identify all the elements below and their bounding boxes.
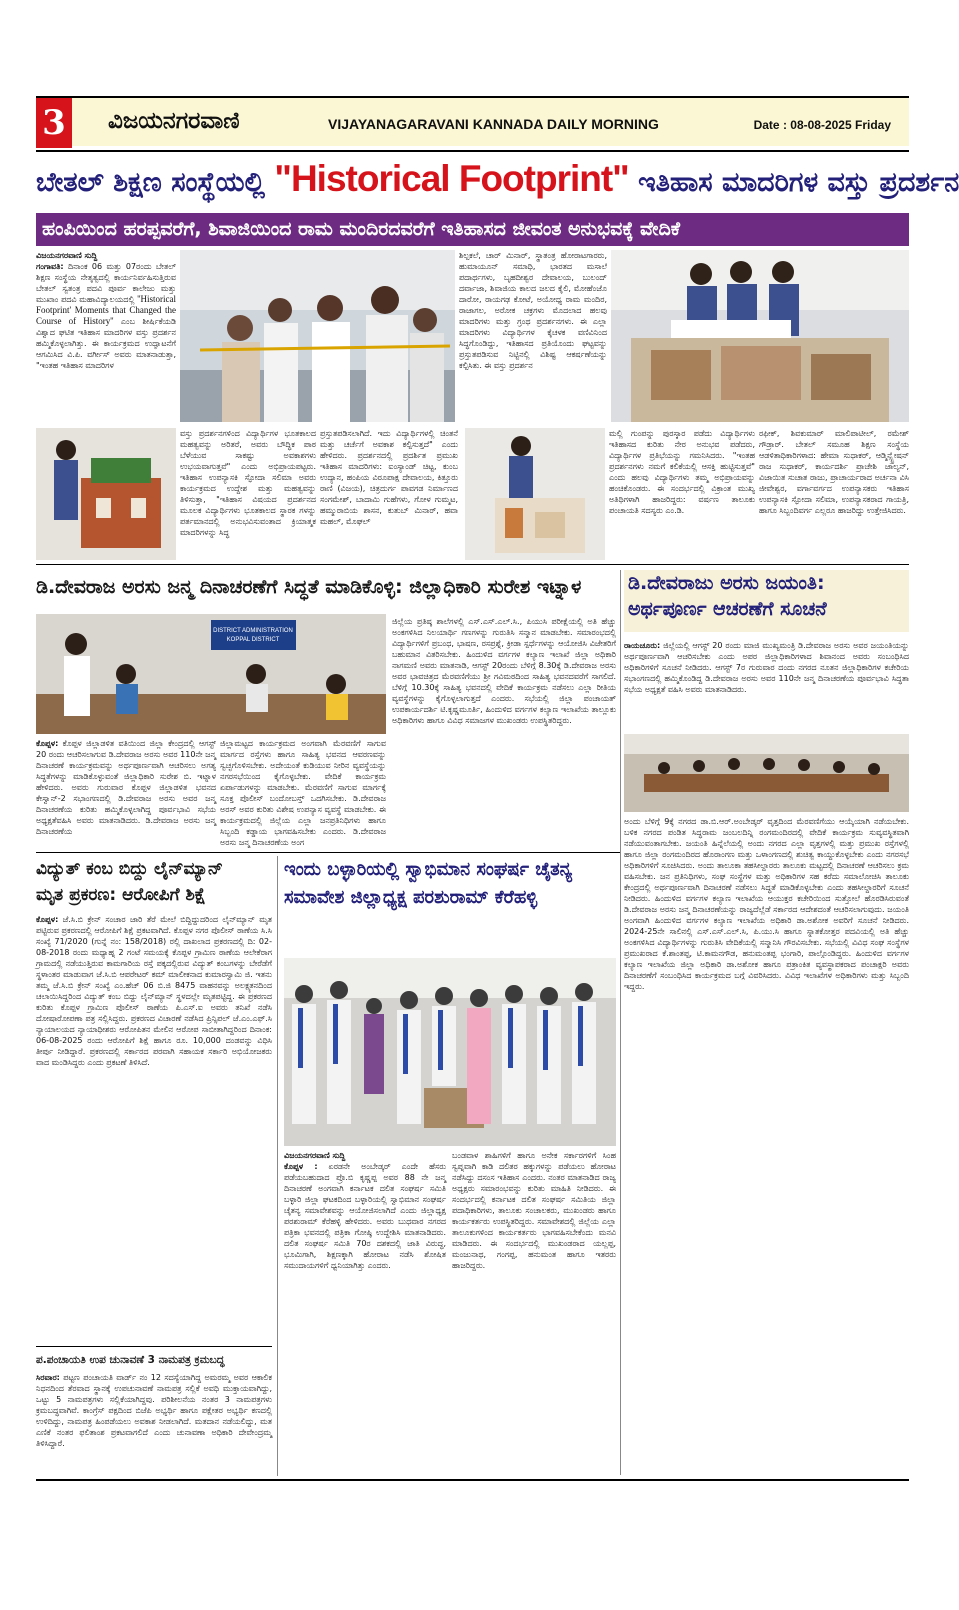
section-divider	[36, 564, 909, 565]
lead-story-col-6: ರಫೀಕ್, ಶಿವಕುಮಾರ್ ಮಾಲಿಪಾಟೀಲ್, ರಮೇಶ್ ಗೌಡ್ರಾರ್. ಬೇತಲ್ ಸಮೂಹ ಶಿಕ್ಷಣ ಸಂಸ್ಥೆಯ ಆಡಳಿತಾಧಿಕಾರಿಗಳಾದ: ಹೇಮಾ ಸುಧಾಕರ್, ಆಡ್ಮಿನ್ಸ್ಟ್ರೇಷನ್ ರಾಜ ಸುಧಾಕರ್, ಕಾರ್ಯದರ್ಶಿ ಪ್ರಾಚೇಶಿ ಜಾಲ್ಯನ್, ವಿಜಾಯಿತ ಸುಚಾತ ರಾಜು, ಪ್ರಾಚಾರ್ಯರಾದ ಅರ್ಚನಾ ವಿಸಿ ಜೀವೇಶ್ವರ, ವರ್ಗಾವರ್ಗದ ಉಪನ್ಯಾಸಕರು ಇತಿಹಾಸ ಉಪನ್ಯಾಸಕಿ ಸ್ಫೋದಾ ಸಲಿಮಾ, ಉಪನ್ಯಾಸಕರಾದ ಗಾಯತ್ರಿ, ಹಾಗೂ ಸಿಬ್ಬಂದಿವರ್ಗ ಎಲ್ಲರೂ ಹಾಜರಿದ್ದು ಉತ್ತೇಜಿಸಿದರು.	[759, 429, 909, 515]
lead-headline-english: "Historical Footprint"	[274, 158, 629, 199]
exhibition-photo-students	[611, 250, 909, 422]
lead-place: ಗಂಗಾವತಿ:	[36, 262, 64, 271]
devaraj-jayanti-place: ರಾಯಚೂರು:	[624, 641, 661, 650]
lead-story-col-4: ಶಿಲ್ಪಕಲೆ, ಚಾರ್ ಮಿನಾರ್, ಸ್ಥಾತಂತ್ರ ಹೋರಾಟಗಾರರು, ಹುಮಾಯೂನ್ ಸಮಾಧಿ, ಭಾರತದ ಮಸಾಲೆ ಪದಾರ್ಥಗಳು, ಬೃಹದೀಶ್ವರ ದೇವಾಲಯ, ಬುಲಂದ್ ದರ್ವಾಜಾ, ಶಿವಾಜಿಯ ಕಾಲದ ಜಲದ ಕೈಲಿ, ಮೋಹೆಂಜೊ ದಾರೋ, ರಾಯಗಢ ಕೋಟೆ, ಅಯೋಧ್ಯ ರಾಮ ಮಂದಿರ, ರಾಜಾಗಲ, ಅರೋಕ ಚಕ್ರಗಳು ಮೊದಲಾದ ಹಲವು ಮಾದರಿಗಳು ಮತ್ತು ಗ್ರಂಥ ಪ್ರದರ್ಶನಗಳು. ಈ ಎಲ್ಲಾ ಮಾದರಿಗಳು ವಿದ್ಯಾರ್ಥಿಗಳ ಕೈಚಳಕ ವಣಿವಿನಿಂದ ಸಿದ್ಧಗೊಂಡಿದ್ದು, ಇತಿಹಾಸದ ಪ್ರತಿಯೊಂದು ಘಟ್ಟವನ್ನು ಪ್ರಸ್ತುತಪಡಿಸುವ ನಿಟ್ಟಿನಲ್ಲಿ ವಿಶಿಷ್ಟ ಆಕರ್ಷಣೆಯನ್ನು ಕಲ್ಪಿಸಿತು. ಈ ವಸ್ತು ಪ್ರದರ್ಶನ	[459, 251, 607, 370]
devaraj-jayanti-text1: ಜಿಲ್ಲೆಯಲ್ಲಿ ಆಗಸ್ಟ್ 20 ರಂದು ಮಾಜಿ ಮುಖ್ಯಮಂತ್ರಿ ಡಿ.ದೇವರಾಜ ಅರಸು ಅವರ ಜಯಂತಿಯನ್ನು ಅರ್ಥಪೂರ್ಣವಾಗಿ ಆಚರಿಸಬೇಕು ಎಂದು ಅಪರ ಜಿಲ್ಲಾಧಿಕಾರಿಗಳಾದ ಶಿವಾನಂದ ಅವರು ಸಂಬಂಧಿಸಿದ ಅಧಿಕಾರಿಗಳಿಗೆ ಸೂಚನೆ ನೀಡಿದರು. ಆಗಸ್ಟ್ 7ರ ಗುರುವಾರ ದಂದು ನಗರದ ನೂತನ ಜಿಲ್ಲಾಧಿಕಾರಿಗಳ ಕಚೇರಿಯ ಸಭಾಂಗಣದಲ್ಲಿ ಹಮ್ಮಿಕೊಂಡಿದ್ದ ಡಿ.ದೇವರಾಜ ಅರಸು ಅವರ 110ನೇ ಜನ್ಮ ದಿನಾಚರಣೆಯ ಪೂರ್ವಭಾವಿ ಸಿದ್ಧತಾ ಸಭೆಯ ಅಧ್ಯಕ್ಷತೆ ವಹಿಸಿ ಅವರು ಮಾತನಾಡಿದರು.	[624, 641, 910, 694]
newspaper-title-kannada: ವಿಜಯನಗರವಾಣಿ	[108, 108, 240, 134]
swabhimana-col-1	[284, 1150, 446, 1476]
bypoll-place: ಸಿರವಾರ:	[36, 1373, 60, 1382]
page-bottom-rule	[36, 1479, 909, 1481]
swabhimana-dateline: ವಿಜಯನಗರವಾಣಿ ಸುದ್ದಿ	[284, 1151, 346, 1160]
lead-story-col-3: ಪ್ರಸ್ತುತಪಡಿಸಲಾಗಿದೆ. ಇದು ವಿದ್ಯಾರ್ಥಿಗಳಲ್ಲಿ ಚಿಂತನೆ ಮತ್ತು ಚರ್ಚೆಗೆ ಅವಕಾಶ ಕಲ್ಪಿಸುತ್ತದೆ" ಎಂದು ಹೇಳಿದರು. ಪ್ರದರ್ಶನದಲ್ಲಿ ಪ್ರದರ್ಶಿತ ಪ್ರಮುಖ ಇತಿಹಾಸ ಮಾದರಿಗಳು: ಐಂಸ್ಯಾಂಡ್ ಚಿಟ್ಟ, ಕುಂಬ ಉದ್ಯಾನ, ಹಂಪಿಯ ವಿರೂಪಾಕ್ಷ ದೇವಾಲಯ, ಕಿತ್ತೂರು ರಾಣಿ (ವಿಜಯ), ಚಿತ್ರದುರ್ಗ ಪಾವಗಡ ನಿರ್ಮಾಣದ ಸಂಗಮೇಶ್, ಬಾದಾಮಿ ಗುಹೆಗಳು, ಗೋಳ ಗುಮ್ಮಟ, ಹಮ್ಮುರಾಬಿಯ ಶಾಸನ, ಕುತುಬ್ ಮಿನಾರ್, ಹವಾ ಮಹಲ್, ಮೊಘಲ್	[320, 429, 458, 526]
lead-col1-text2: ಎಂಬ ಶೀರ್ಷಿಕೆಯಡಿ ವಿಶ್ವಾದ ಘಟಿತ ಇತಿಹಾಸ ಮಾದರಿಗಳ ವಸ್ತು ಪ್ರದರ್ಶನ ಹಮ್ಮಿಕೊಳ್ಳಲಾಗಿತ್ತು. ಈ ಕಾರ್ಯಕ್ರಮದ ಉದ್ಘಾಟನೆಗೆ ಆಗಮಿಸಿದ ವಿ.ಪಿ. ವರ್ಗೀಸ್ ಅವರು ಮಾತನಾಡುತ್ತಾ, "ಇಂತಹ ಇತಿಹಾಸ ಮಾದರಿಗಳ	[36, 317, 176, 370]
swabhimana-col1-text: ಏರಡನೇ ಅಂಬೇಡ್ಕರ್ ಎಂದೇ ಹೆಸರು ಪಡೆಯಬಹುದಾದ ಪ್ರೊ.ಬಿ ಕೃಷ್ಣಪ್ಪ ಅವರ 88 ನೇ ಜನ್ಮ ದಿನಾಚರಣೆ ಅಂಗವಾಗಿ ಕರ್ನಾಟಕ ದಲಿತ ಸಂಘರ್ಷ ಸಮಿತಿ ಬಳ್ಳಾರಿ ಜಿಲ್ಲಾ ಘಟಕದಿಂದ ಬಳ್ಳಾರಿಯಲ್ಲಿ ಸ್ವಾಭಿಮಾನ ಸಂಘರ್ಷ ಚೈತನ್ಯ ಸಮಾವೇಶವನ್ನು ಆಯೋಜಿಸಲಾಗಿದೆ ಎಂದು ಜಿಲ್ಲಾಧ್ಯಕ್ಷ ಪರಶುರಾಮ್ ಕೆರೆಹಳ್ಳಿ ಹೇಳಿದರು. ಅವರು ಬುಧವಾರ ನಗರದ ಪತ್ರಿಕಾ ಭವನದಲ್ಲಿ ಪತ್ರಿಕಾ ಗೋಷ್ಠಿ ಉದ್ದೇಶಿಸಿ ಮಾತನಾಡಿದರು. ದಲಿತ ಸಂಘರ್ಷ ಸಮಿತಿ 70ರ ದಶಕದಲ್ಲಿ ಜಾತಿ ವಿರುದ್ಧ, ಭೂಮಿಗಾಗಿ, ಶಿಕ್ಷಣಕ್ಕಾಗಿ ಹೋರಾಟ ನಡೆಸಿ ಶೋಷಿತ ಸಮುದಾಯಗಳಿಗೆ ಧ್ವನಿಯಾಗಿತ್ತು ಎಂದರು.	[284, 1162, 446, 1270]
devaraj-prep-col-1	[36, 738, 216, 850]
press-meet-photo	[284, 958, 616, 1146]
lineman-headline	[36, 856, 272, 910]
bypoll-text: ಪಟ್ಟಣ ಪಂಚಾಯತಿ ವಾರ್ಡ್ ನಂ 12 ಸದಸ್ಯೆಯಾಗಿದ್ದ ಅಮರಮ್ಮ ಅವರ ಆಕಾಲಿಕ ನಿಧನದಿಂದ ತೆರವಾದ ಸ್ಥಾನಕ್ಕೆ ಉಪಚುನಾವಣೆ ನಾಮಪತ್ರ ಸಲ್ಲಿಕೆ ಅವಧಿ ಮುಕ್ತಾಯವಾಗಿದ್ದು, ಒಟ್ಟು 5 ನಾಮಪತ್ರಗಳು ಸಲ್ಲಿಕೆಯಾಗಿದ್ದವು. ಪರಿಶೀಲನೆಯ ನಂತರ 3 ನಾಮಪತ್ರಗಳು ಕ್ರಮಬದ್ಧವಾಗಿವೆ. ಕಾಂಗ್ರೆಸ್ ಪಕ್ಷದಿಂದ ಬಿಜೆಪಿ ಅಭ್ಯರ್ಥಿ ಹಾಗೂ ಪಕ್ಷೇತರ ಅಭ್ಯರ್ಥಿ ಕಣದಲ್ಲಿ ಉಳಿದಿದ್ದು, ನಾಮಪತ್ರ ಹಿಂಪಡೆಯಲು ಅವಕಾಶ ನೀಡಲಾಗಿದೆ. ಮತದಾನ ನಡೆಯಲಿದ್ದು, ಮತ ಎಣಿಕೆ ನಂತರ ಫಲಿತಾಂಶ ಪ್ರಕಟವಾಗಲಿದೆ ಎಂದು ಚುನಾವಣಾ ಅಧಿಕಾರಿ ದೇವೇಂದ್ರಮ್ಮ ತಿಳಿಸಿದ್ದಾರೆ.	[36, 1373, 272, 1448]
svg-text:DISTRICT ADMINISTRATION: DISTRICT ADMINISTRATION	[213, 628, 293, 634]
district-meeting-photo	[36, 614, 386, 734]
issue-date: Date : 08-08-2025 Friday	[753, 118, 891, 132]
svg-text:KOPPAL DISTRICT: KOPPAL DISTRICT	[226, 637, 280, 643]
lineman-headline-line2: ಮೃತ ಪ್ರಕರಣ: ಆರೋಪಿಗೆ ಶಿಕ್ಷೆ	[36, 885, 206, 905]
devaraj-prep-headline: ಡಿ.ದೇವರಾಜ ಅರಸು ಜನ್ಮ ದಿನಾಚರಣೆಗೆ ಸಿದ್ಧತೆ ಮಾಡಿಕೊಳ್ಳಿ: ಜಿಲ್ಲಾಧಿಕಾರಿ ಸುರೇಶ ಇಟ್ನಾಳ	[36, 576, 582, 598]
lead-headline	[36, 158, 959, 206]
devaraj-prep-place: ಕೊಪ್ಪಳ:	[36, 739, 59, 748]
lead-headline-pre: ಬೇತಲ್ ಶಿಕ್ಷಣ ಸಂಸ್ಥೆಯಲ್ಲಿ	[36, 167, 265, 198]
lead-story-col-2: ವಸ್ತು ಪ್ರದರ್ಶನಗಳಿಂದ ವಿದ್ಯಾರ್ಥಿಗಳ ಭೂತಕಾಲದ ಮಹತ್ವವನ್ನು ಅರಿತರೆ, ಅವರು ಬೌದ್ಧಿಕ ಪಾಠ ಬೆಳೆಯುವ ಸಾಕಷ್ಟು ಅವಕಾಶಗಳು ಉಭಯವಾಗುತ್ತವೆ" ಎಂದು ಅಭಿಪ್ರಾಯಪಟ್ಟರು. ಇತಿಹಾಸ ಉಪನ್ಯಾಸಕಿ ಸ್ಫೋದಾ ಸಲಿಮಾ ಅವರು ಕಾರ್ಯಕ್ರಮದ ಉದ್ದೇಶ ಮತ್ತು ಮಹತ್ವವನ್ನು ತಿಳಿಸುತ್ತಾ, "ಇತಿಹಾಸ ವಿಷಯದ ಪ್ರದರ್ಶನದ ಮೂಲಕ ವಿದ್ಯಾರ್ಥಿಗಳು ಭೂತಕಾಲದ ಸ್ಥಾರಕ ಗಳನ್ನು ಪರ್ತಮಾನದಲ್ಲಿ ಅನುಭವಿಸುವಂತಾದ ಕ್ರಿಯಾತ್ಮಕ ಮಾದರಿಗಳನ್ನು ಸಿದ್ಧ	[180, 429, 316, 537]
bypoll-body	[36, 1372, 272, 1476]
page-number: 3	[36, 98, 72, 148]
lead-story-col-5: ಮಲ್ಲಿ ಗುಂಪನ್ನು ಪುರಸ್ಕಾರ ಪಡೆದು ವಿದ್ಯಾರ್ಥಿಗಳು ಇತಿಹಾಸದ ಕುರಿತು ನೇರ ಅನುಭವ ಪಡೆದರು, ವಿದ್ಯಾರ್ಥಿಗಳ ಪ್ರತಿಭೆಯನ್ನು ಗಮನಿಸಿದರು. "ಇಂತಹ ಪ್ರದರ್ಶನಗಳು ನಮಗೆ ಕಲಿಕೆಯಲ್ಲಿ ಆಸಕ್ತಿ ಹುಟ್ಟಿಸುತ್ತವೆ" ಎಂದು ಹಲವು ವಿದ್ಯಾರ್ಥಿಗಳು ತಮ್ಮ ಅಭಿಪ್ರಾಯವನ್ನು ಹಂಚಿಕೊಂಡರು. ಈ ಸಂದರ್ಭದಲ್ಲಿ ವಿಕ್ರಾಂತ ಮುಖ್ಯ ಅತಿಥಿಗಳಾಗಿ ಹಾಜರಿದ್ದರು: ವರ್ಷಣ ತಾಲೂಕು ಪಂಚಾಯತಿ ಸದಸ್ಯರು ಎಂ.ಡಿ.	[609, 429, 755, 515]
swabhimana-col-2: ಬಂಡವಾಳ ಶಾಹಿಗಳಿಗೆ ಹಾಗೂ ಅನೇಕ ಸರ್ಕಾರಗಳಿಗೆ ಸಿಂಹ ಸ್ವಪ್ನವಾಗಿ ಕಾಡಿ ದಲಿತರ ಹಕ್ಕುಗಳನ್ನು ಪಡೆಯಲು ಹೋರಾಟ ನಡೆಸಿದ್ದು ದಸಂಸ ಇತಿಹಾಸ ಎಂದರು. ನಂತರ ಮಾತನಾಡಿದ ರಾಜ್ಯ ಅಧ್ಯಕ್ಷರು ಸಮಾರಂಭವನ್ನು ಕುರಿತು ಮಾಹಿತಿ ನೀಡಿದರು. ಈ ಸಂದರ್ಭದಲ್ಲಿ ಕರ್ನಾಟಕ ದಲಿತ ಸಂಘರ್ಷ ಸಮಿತಿಯ ಜಿಲ್ಲಾ ಪದಾಧಿಕಾರಿಗಳು, ತಾಲೂಕು ಸಂಚಾಲಕರು, ಮುಖಂಡರು ಹಾಗೂ ಕಾರ್ಯಕರ್ತರು ಉಪಸ್ಥಿತರಿದ್ದರು. ಸಮಾವೇಶದಲ್ಲಿ ಜಿಲ್ಲೆಯ ಎಲ್ಲಾ ತಾಲೂಕುಗಳಿಂದ ಕಾರ್ಯಕರ್ತರು ಭಾಗವಹಿಸಬೇಕೆಂದು ಮನವಿ ಮಾಡಿದರು. ಈ ಸಂದರ್ಭದಲ್ಲಿ ಮುಖಂಡರಾದ ಯಲ್ಲಪ್ಪ, ಮಂಜುನಾಥ, ಗಂಗಪ್ಪ, ಹನುಮಂತ ಹಾಗೂ ಇತರರು ಹಾಜರಿದ್ದರು.	[452, 1151, 616, 1270]
exhibition-photo-fort-model	[36, 428, 176, 560]
lead-col1-english: ''Historical Footprint' Moments that Changed the Course of History''	[36, 294, 177, 326]
masthead-rule	[36, 150, 909, 152]
column-divider-2	[277, 856, 278, 1476]
inauguration-photo	[180, 250, 455, 422]
swabhimana-place: ಕೊಪ್ಪಳ :	[284, 1162, 318, 1171]
devaraj-jayanti-intro	[624, 640, 909, 730]
lead-headline-post: ಇತಿಹಾಸ ಮಾದರಿಗಳ ವಸ್ತು ಪ್ರದರ್ಶನ	[638, 167, 959, 198]
column-divider	[620, 570, 621, 1475]
lead-subheadline: ಹಂಪಿಯಿಂದ ಹರಪ್ಪವರೆಗೆ, ಶಿವಾಜಿಯಿಂದ ರಾಮ ಮಂದಿರದವರೆಗೆ ಇತಿಹಾಸದ ಜೀವಂತ ಅನುಭವಕ್ಕೆ ವೇದಿಕೆ	[36, 213, 909, 246]
lineman-text: ಜೆ.ಸಿ.ಬಿ ಕ್ರೇನ್ ಸಂಚಾರ ಜಾರಿ ತೆರೆ ಮೇಲೆ ಬಿದ್ದಿದ್ದುದರಿಂದ ಲೈನ್‌ಮ್ಯಾನ್ ಮೃತ ಪಟ್ಟಿರುವ ಪ್ರಕರಣದಲ್ಲಿ ಆರೋಪಿಗೆ ಶಿಕ್ಷೆ ಪ್ರಕಟವಾಗಿದೆ. ಕೊಪ್ಪಳ ನಗರ ಪೊಲೀಸ್ ಠಾಣೆಯ ಸಿ.ಸಿ ಸಂಖ್ಯೆ 71/2020 (ಗುನ್ನೆ ನಂ: 158/2018) ರಲ್ಲಿ ದಾಖಲಾದ ಪ್ರಕರಣದಲ್ಲಿ ದಿ: 02-08-2018 ರಂದು ಮಧ್ಯಾಹ್ನ 2 ಗಂಟೆ ಸಮಯಕ್ಕೆ ಕೊಪ್ಪಳ ಗ್ರಾಮಿಣ ಠಾಣೆಯ ಆಲೇಕೆರಾಗ ಗ್ರಾಮದಲ್ಲಿ ನಡೆಯುತ್ತಿರುವ ಕಾಮಗಾರಿಯ ರಸ್ತೆ ಪಕ್ಕದಲ್ಲಿರುವ ವಿದ್ಯುತ್ ಕಂಬಗಳನ್ನು ಬೇರೆಡೆಗೆ ಸ್ಥಳಾಂತರ ಮಾಡುವಾಗ ಜೆ.ಸಿ.ಬಿ ಆಪರೇಟರ್ ಕಮ್ ಮಾಲೀಕನಾದ ಕುಮಾರಸ್ವಾಮಿ ಜಿ. ಇತನು ತಮ್ಮ ಜೆ.ಸಿ.ಬಿ ಕ್ರೇನ್ ಸಂಖ್ಯೆ ಎಂ.ಹೆಚ್ 06 ಬಿ.ಜಿ 8475 ವಾಹನವನ್ನು ಅಲಕ್ಷ್ಯತನದಿಂದ ಚಲಾಯಿಸಿದ್ದರಿಂದ ವಿದ್ಯುತ್ ಕಂಬ ಬಿದ್ದು ಲೈನ್‌ಮ್ಯಾನ್ ಸ್ಥಳದಲ್ಲೇ ಮೃತಪಟ್ಟಿದ್ದ. ಈ ಪ್ರಕರಣದ ಕುರಿತು ಕೊಪ್ಪಳ ಗ್ರಾಮಿಣ ಪೊಲೀಸ್ ಠಾಣೆಯ ಪಿ.ಎಸ್.ಐ ಅವರು ತನಿಖೆ ನಡೆಸಿ ದೋಷಾರೋಪಣಾ ಪತ್ರ ಸಲ್ಲಿಸಿದ್ದರು. ಪ್ರಕರಣದ ವಿಚಾರಣೆ ನಡೆಸಿದ ಪ್ರಿನ್ಸಿಪಲ್ ಜೆ.ಎಂ.ಎಫ್.ಸಿ ನ್ಯಾಯಾಲಯದ ನ್ಯಾಯಾಧೀಶರು ಆರೋಪಿತನ ಮೇಲಿನ ಆರೋಪ ಸಾಬೀತಾಗಿದ್ದರಿಂದ ದಿನಾಂಕ: 06-08-2025 ರಂದು ಆರೋಪಿಗೆ ಶಿಕ್ಷೆ ಹಾಗೂ ರೂ. 10,000 ದಂಡವನ್ನು ವಿಧಿಸಿ ತೀರ್ಪು ನೀಡಿದ್ದಾರೆ. ಪ್ರಕರಣದಲ್ಲಿ ಸರ್ಕಾರದ ಪರವಾಗಿ ಸಹಾಯಕ ಸರ್ಕಾರಿ ಅಭಿಯೋಜಕರು ವಾದ ಮಂಡಿಸಿದ್ದರು ಎಂದು ಪ್ರಕಟಣೆ ತಿಳಿಸಿದೆ.	[36, 915, 272, 1067]
section-divider-3	[36, 1346, 272, 1347]
devaraj-prep-col-2: ಜಿಲ್ಲಾಮಟ್ಟದ ಕಾರ್ಯಕ್ರಮದ ಅಂಗವಾಗಿ ಮೆರವಣಿಗೆ ಸಾಗುವ ಮಾರ್ಗದ ರಸ್ತೆಗಳು ಹಾಗೂ ಸಾಹಿತ್ಯ ಭವನದ ಆವರಣವನ್ನು ಸ್ವಚ್ಛಗೊಳಿಸಬೇಕು. ಅದೇಯಂತೆ ಕುಡಿಯುವ ನೀರಿನ ವ್ಯವಸ್ಥೆಯನ್ನು ನಗರಸಭೆಯಿಂದ ಕೈಗೊಳ್ಳಬೇಕು. ವೇದಿಕೆ ಕಾರ್ಯಕ್ರಮ ಏರ್ಪಾಡುಗಳನ್ನು ಮಾಡಬೇಕು. ಮೆರವಣಿಗೆ ಸಾಗುವ ಮಾರ್ಗಕ್ಕೆ ಸೂಕ್ತ ಪೊಲೀಸ್ ಬಂದೋಬಸ್ತ್ ಒದಗಿಸಬೇಕು. ಡಿ.ದೇವರಾಜ ಅರಸ್ ಅವರ ಕುರಿತು ವಿಶೇಷ ಉಪನ್ಯಾಸ ವ್ಯವಸ್ಥೆ ಮಾಡಬೇಕು. ಈ ಕಾರ್ಯಕ್ರಮದಲ್ಲಿ ಜಿಲ್ಲೆಯ ಎಲ್ಲಾ ಜನಪ್ರತಿನಿಧಿಗಳು ಹಾಗೂ ಸಿಬ್ಬಂದಿ ಕಡ್ಡಾಯ ಭಾಗವಹಿಸಬೇಕು ಎಂದರು. ಡಿ.ದೇವರಾಜ ಅರಸು ಜನ್ಮ ದಿನಾಚರಣೆಯ ಅಂಗ	[220, 739, 386, 847]
swabhimana-headline-line1: ಇಂದು ಬಳ್ಳಾರಿಯಲ್ಲಿ ಸ್ವಾಭಿಮಾನ ಸಂಘರ್ಷ ಚೈತನ್ಯ	[284, 859, 573, 880]
lead-story-col-1	[36, 250, 176, 424]
lineman-headline-line1: ವಿದ್ಯುತ್ ಕಂಬ ಬಿದ್ದು ಲೈನ್‌ಮ್ಯಾನ್	[36, 859, 224, 879]
devaraj-jayanti-headline-line1: ಡಿ.ದೇವರಾಜು ಅರಸು ಜಯಂತಿ:	[628, 572, 825, 594]
devaraj-jayanti-body: ಅಂದು ಬೆಳಿಗ್ಗೆ 9ಕ್ಕೆ ನಗರದ ಡಾ.ಬಿ.ಆರ್.ಅಂಬೇಡ್ಕರ್ ವೃತ್ತದಿಂದ ಮೆರವಣಿಗೆಯು ಆಯ್ಕೆಯಾಗಿ ನಡೆಯಬೇಕು. ಬಳಿಕ ನಗರದ ಪಂಡಿತ ಸಿದ್ಧರಾಮ ಜಂಬಲದಿನ್ನಿ ರಂಗಮಂದಿರದಲ್ಲಿ ವೇದಿಕೆ ಕಾರ್ಯಕ್ರಮ ಸುವ್ಯವಸ್ಥಿತವಾಗಿ ನಡೆಯುವಂತಾಗಬೇಕು. ಜಯಂತಿ ಹಿನ್ನೆಲೆಯಲ್ಲಿ ಅಂದು ನಗರದ ಎಲ್ಲಾ ವೃತ್ತಗಳಲ್ಲಿ ಮತ್ತು ಪ್ರಮುಖ ರಸ್ತೆಗಳಲ್ಲಿ ಹಾಗೂ ಜಿಲ್ಲಾ ರಂಗಮಂದಿರದ ಹೊರಾಂಗಣ ಮತ್ತು ಒಳಾಂಗಣದಲ್ಲಿ ಶುಚಿತ್ವ ಕಾಯ್ದುಕೊಳ್ಳಬೇಕು ಎಂದು ನಗರಸಭೆ ಅಧಿಕಾರಿಗಳಿಗೆ ಸೂಚಿಸಿದರು. ಅಂದು ತಾಲೂಕಾ ತಹಸೀಲ್ದಾರರು ತಾಲೂಕು ಮಟ್ಟದಲ್ಲಿ ದಿನಾಚರಣೆ ಆಚರಿಸಲು ಕ್ರಮ ವಹಿಸಬೇಕು. ಜನ ಪ್ರತಿನಿಧಿಗಳು, ಸಂಘ ಸಂಸ್ಥೆಗಳ ಮತ್ತು ಅಧಿಕಾರಿಗಳ ಸಹ ಕರೆದು ಸಮಾಲೋಚಿಸಿ ತಾಲೂಕು ಕೇಂದ್ರದಲ್ಲಿ ಅರ್ಥಪೂರ್ಣವಾಗಿ ದಿನಾಚರಣೆ ನಡೆಸಲು ಸಿದ್ಧತೆ ಮಾಡಿಕೊಳ್ಳಬೇಕು ಎಂದು ತಹಸೀಲ್ದಾರರಿಗೆ ಸೂಚನೆ ನೀಡಿದರು. ಹಿಂದುಳಿದ ವರ್ಗಗಳ ಕಲ್ಯಾಣ ಇಲಾಖೆಯ ಆಯುಕ್ತರ ಕಚೇರಿಯಿಂದ ಸುತ್ತೋಲೆ ಹೊರಡಿಸಿರುವಂತೆ ಡಿ.ದೇವರಾಜ ಅರಸು ಜನ್ಮ ದಿನಾಚರಣೆಯನ್ನು ರಾಜ್ಯದೆಲ್ಲೆಡೆ ಸರ್ಕಾರದ ಆದೇಶದಂತೆ ಆಚರಿಸಲಾಗುವುದು. ಜಯಂತಿ ಅಂಗವಾಗಿ ಹಿಂದುಳಿದ ವರ್ಗಗಳ ಕಲ್ಯಾಣ ಇಲಾಖೆಯ ಅಧಿಕಾರಿ ಡಾ.ಅಶೋಕ ಅವರಿಗೆ ಸೂಚನೆ ನೀಡಿದರು. 2024-25ನೇ ಸಾಲಿನಲ್ಲಿ ಎಸ್.ಎಸ್.ಎಲ್.ಸಿ, ಪಿ.ಯು.ಸಿ ಹಾಗೂ ಸ್ನಾತಕೋತ್ತರ ಪದವಿಯಲ್ಲಿ ಅತಿ ಹೆಚ್ಚು ಅಂಕಗಳಿಸಿದ ವಿದ್ಯಾರ್ಥಿಗಳನ್ನು ಗುರುತಿಸಿ ವೇದಿಕೆಯಲ್ಲಿ ಸನ್ಮಾನಿಸಿ ಗೌರವಿಸಬೇಕು. ಸಭೆಯಲ್ಲಿ ವಿವಿಧ ಸಂಘ ಸಂಸ್ಥೆಗಳ ಪ್ರಮುಖರಾದ ಕೆ.ಶಾಂತಪ್ಪ, ಟಿ.ಕಾಮನಗೌಡ, ಹನುಮಂತಪ್ಪ ಭಂಗಾರಿ, ಪಾಲ್ಗೊಂಡಿದ್ದರು. ಹಿಂದುಳಿದ ವರ್ಗಗಳ ಕಲ್ಯಾಣ ಇಲಾಖೆಯ ಜಿಲ್ಲಾ ಅಧಿಕಾರಿ ಡಾ.ಅಶೋಕ ಹಾಗೂ ಪತ್ರಾಂಕಿತ ವ್ಯವಸ್ಥಾಪಕರಾದ ಪಂಚಾಕ್ಷರಿ ಅವರು ದಿನಾಚರಣೆಗೆ ಸಂಬಂಧಿಸಿದ ಕಾರ್ಯಕ್ರಮದ ಬಗ್ಗೆ ವಿವರಿಸಿದರು. ವಿವಿಧ ಇಲಾಖೆಗಳ ಅಧಿಕಾರಿಗಳು ಮತ್ತು ಸಿಬ್ಬಂದಿ ಇದ್ದರು.	[624, 817, 909, 991]
lineman-body	[36, 914, 272, 1342]
swabhimana-headline	[284, 856, 616, 916]
masthead	[36, 96, 909, 146]
section-divider-2	[36, 852, 620, 853]
lineman-place: ಕೊಪ್ಪಳ:	[36, 915, 59, 924]
lead-dateline: ವಿಜಯನಗರವಾಣಿ ಸುದ್ದಿ	[36, 251, 98, 260]
devaraj-jayanti-headline	[624, 570, 909, 632]
bypoll-headline: ಪ.ಪಂಚಾಯತಿ ಉಪ ಚುನಾವಣೆ 3 ನಾಮಪತ್ರ ಕ್ರಮಬದ್ಧ	[36, 1354, 225, 1366]
lead-col1-text: ದಿನಾಂಕ 06 ಮತ್ತು 07ರಂದು ಬೇತಲ್ ಶಿಕ್ಷಣ ಸಂಸ್ಥೆಯ ನೇತೃತ್ವದಲ್ಲಿ ಕಾರ್ಯನಿರ್ವಹಿಸುತ್ತಿರುವ ಬೇತಲ್ ಸ್ವತಂತ್ರ ಪದವಿ ಪೂರ್ವ ಕಾಲೇಜು ಮತ್ತು ಮುಖಾಂ ಪದವಿ ಮಹಾವಿದ್ಯಾಲಯದಲ್ಲಿ	[36, 262, 176, 304]
newspaper-title-english: VIJAYANAGARAVANI KANNADA DAILY MORNING	[328, 116, 659, 132]
swabhimana-headline-line2: ಸಮಾವೇಶ ಜಿಲ್ಲಾಧ್ಯಕ್ಷ ಪರಶುರಾಮ್ ಕೆರೆಹಳ್ಳಿ	[284, 887, 538, 908]
devaraj-jayanti-headline-line2: ಅರ್ಥಪೂರ್ಣ ಆಚರಣೆಗೆ ಸೂಚನೆ	[628, 598, 827, 620]
exhibition-photo-temple-model	[465, 428, 605, 560]
devaraj-prep-col-3: ಜಿಲ್ಲೆಯ ಪ್ರತಿಷ್ಠ ಶಾಲೆಗಳಲ್ಲಿ ಎಸ್.ಎಸ್.ಎಲ್.ಸಿ., ಪಿಯುಸಿ ಪರೀಕ್ಷೆಯಲ್ಲಿ ಅತಿ ಹೆಚ್ಚು ಅಂಕಗಳಿಸಿದ ನಿಲಯಾರ್ಥಿ ಗಣಗಳನ್ನು ಗುರುತಿಸಿ ಸನ್ಮಾನ ಮಾಡಬೇಕು. ಸಮಾರಂಭದಲ್ಲಿ ವಿದ್ಯಾರ್ಥಿಗಳಿಗೆ ಪ್ರಬಂಧ, ಭಾಷಣ, ರಸಪ್ರಶ್ನೆ, ಕ್ರೀಡಾ ಸ್ಪರ್ಧೆಗಳನ್ನು ಆಯೋಜಿಸಿ ವಿಜೇತರಿಗೆ ಬಹುಮಾನ ವಿತರಿಸಬೇಕು. ಹಿಂದುಳಿದ ವರ್ಗಗಳ ಕಲ್ಯಾಣ ಇಲಾಖೆ ಜಿಲ್ಲಾ ಅಧಿಕಾರಿ ನಾಗಮಣಿ ಅವರು ಮಾತನಾಡಿ, ಆಗಸ್ಟ್ 20ರಂದು ಬೆಳಿಗ್ಗೆ 8.30ಕ್ಕೆ ಡಿ.ದೇವರಾಜ ಅರಸು ಅವರ ಭಾವಚಿತ್ರದ ಮೆರವಣಿಗೆಯು ಶ್ರೀ ಗವಿಮಠದಿಂದ ಸಾಹಿತ್ಯ ಭವನದವರೆಗೆ ಸಾಗಲಿದೆ. ಬೆಳಿಗ್ಗೆ 10.30ಕ್ಕೆ ಸಾಹಿತ್ಯ ಭವನದಲ್ಲಿ ವೇದಿಕೆ ಕಾರ್ಯಕ್ರಮ ನಡೆಸಲು ಎಲ್ಲಾ ರೀತಿಯ ವ್ಯವಸ್ಥೆಗಳನ್ನು ಕೈಗೊಳ್ಳಲಾಗುತ್ತದೆ ಎಂದರು. ಸಭೆಯಲ್ಲಿ ಜಿಲ್ಲಾ ಪಂಚಾಯತ್ ಉಪಕಾರ್ಯದರ್ಶಿ ಟಿ.ಕೃಷ್ಣಮೂರ್ತಿ, ಹಿಂದುಳಿದ ವರ್ಗಗಳ ಕಲ್ಯಾಣ ಇಲಾಖೆಯ ತಾಲ್ಲೂಕು ಅಧಿಕಾರಿಗಳು ಹಾಗೂ ವಿವಿಧ ಸಮಾಜಗಳ ಮುಖಂಡರು ಉಪಸ್ಥಿತರಿದ್ದರು.	[392, 617, 616, 725]
devaraj-prep-col1-text: ಕೊಪ್ಪಳ ಜಿಲ್ಲಾಡಳಿತ ವತಿಯಿಂದ ಜಿಲ್ಲಾ ಕೇಂದ್ರದಲ್ಲಿ ಆಗಸ್ಟ್ 20 ರಂದು ಆಚರಿಸಲಾಗುವ ಡಿ.ದೇವರಾಜ ಅರಸು ಅವರ 110ನೇ ಜನ್ಮ ದಿನಾಚರಣೆ ಕಾರ್ಯಕ್ರಮವನ್ನು ಅರ್ಥಪೂರ್ಣವಾಗಿ ಆಚರಿಸಲು ಅಗತ್ಯ ಸಿದ್ಧತೆಗಳನ್ನು ಮಾಡಿಕೊಳ್ಳುವಂತೆ ಜಿಲ್ಲಾಧಿಕಾರಿ ಸುರೇಶ ಬಿ. ಇಟ್ನಾಳ ಹೇಳಿದರು. ಅವರು ಗುರುವಾರ ಕೊಪ್ಪಳ ಜಿಲ್ಲಾಡಳಿತ ಭವನದ ಕೇಸ್ವಾನ್-2 ಸಭಾಂಗಣದಲ್ಲಿ ಡಿ.ದೇವರಾಜ ಅರಸು ಅವರ ಜನ್ಮ ದಿನಾಚರಣೆಯ ಕುರಿತು ಹಮ್ಮಿಕೊಳ್ಳಲಾಗಿದ್ದ ಪೂರ್ವಭಾವಿ ಸಭೆಯ ಅಧ್ಯಕ್ಷತೆವಹಿಸಿ ಅವರು ಮಾತನಾಡಿದರು. ಡಿ.ದೇವರಾಜ ಅರಸು ಜನ್ಮ ದಿನಾಚರಣೆಯ	[36, 739, 217, 836]
raichur-meeting-photo	[624, 734, 909, 812]
